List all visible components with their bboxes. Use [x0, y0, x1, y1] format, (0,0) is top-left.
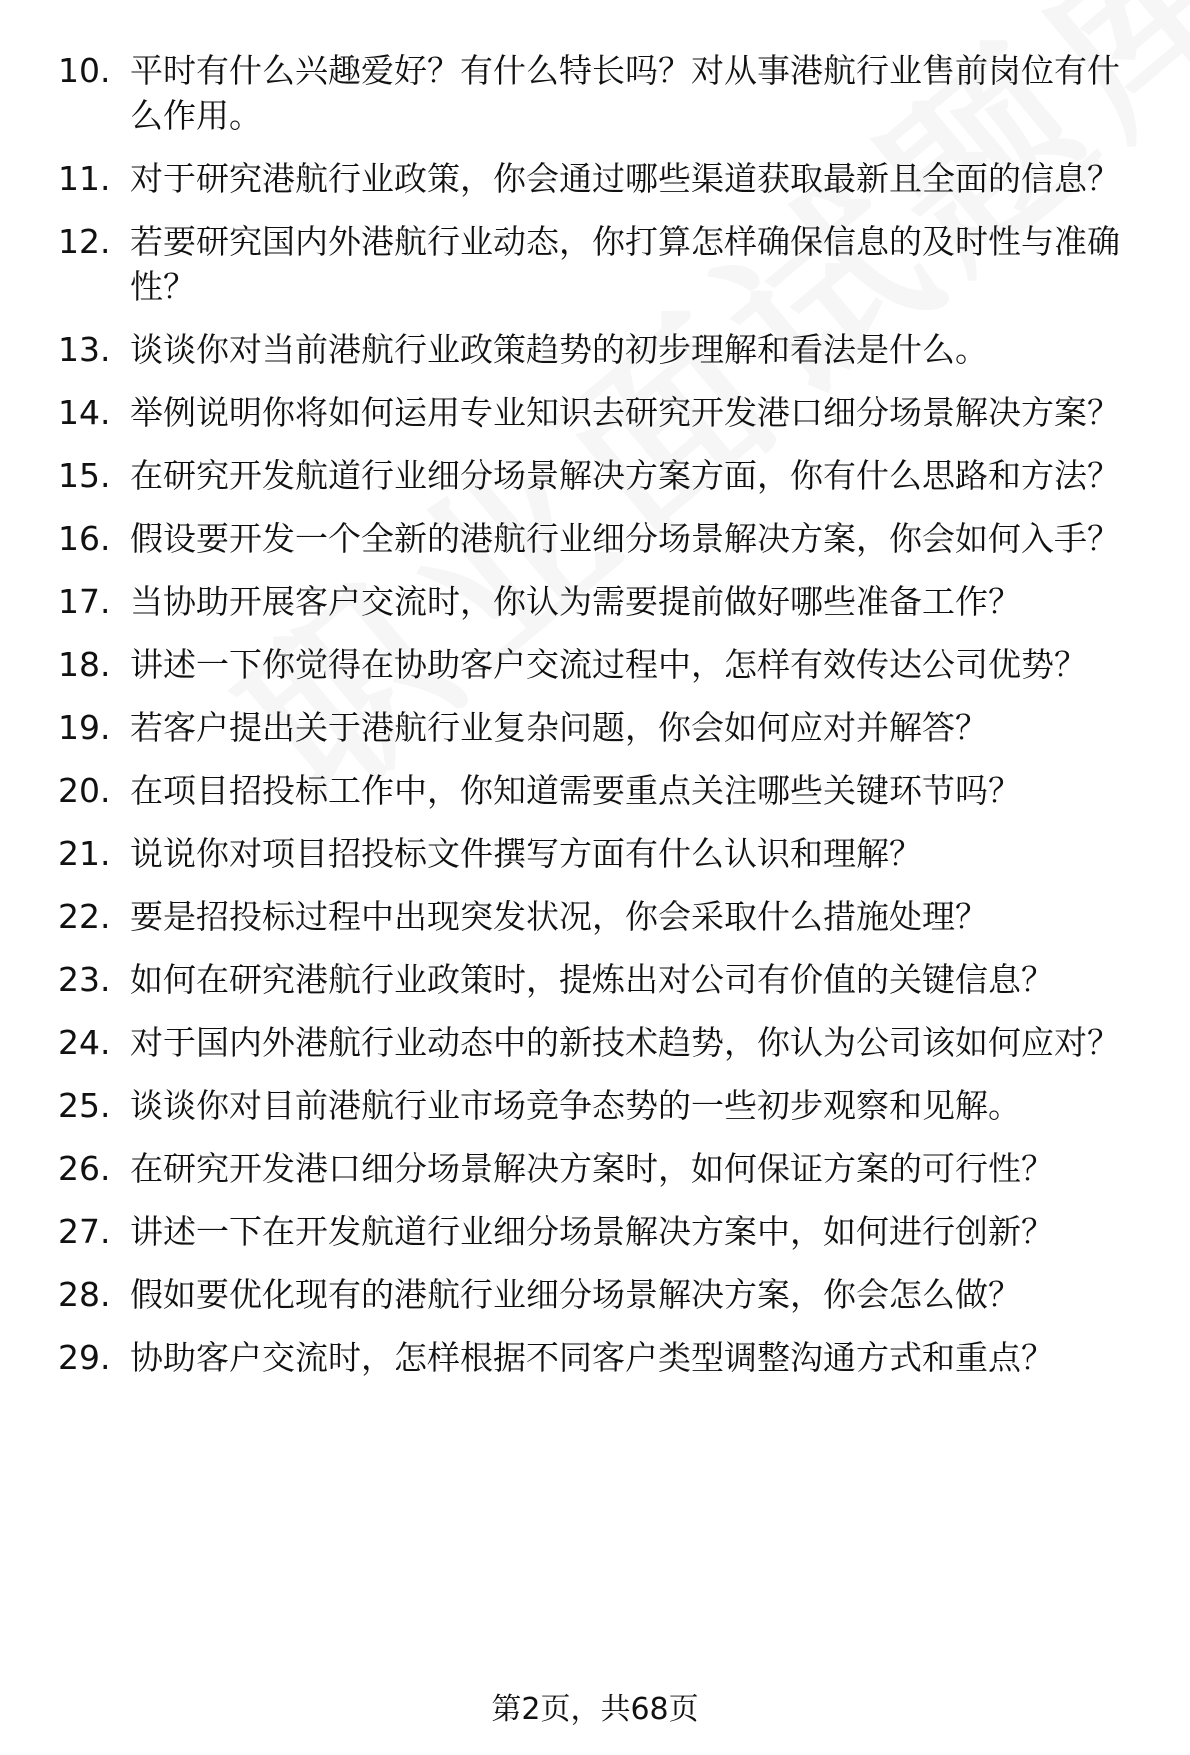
question-text: 若客户提出关于港航行业复杂问题，你会如何应对并解答？	[130, 708, 988, 747]
question-number: 28.	[58, 1275, 111, 1314]
question-number: 22.	[58, 897, 111, 936]
question-text: 要是招投标过程中出现突发状况，你会采取什么措施处理？	[130, 897, 988, 936]
question-number: 24.	[58, 1023, 111, 1062]
question-text: 讲述一下在开发航道行业细分场景解决方案中，如何进行创新？	[130, 1212, 1054, 1251]
question-text: 举例说明你将如何运用专业知识去研究开发港口细分场景解决方案？	[130, 393, 1120, 432]
question-item	[58, 1209, 1148, 1254]
question-number: 17.	[58, 582, 111, 621]
question-number: 18.	[58, 645, 111, 684]
question-number: 16.	[58, 519, 111, 558]
question-text: 对于研究港航行业政策，你会通过哪些渠道获取最新且全面的信息？	[130, 159, 1120, 198]
question-number: 20.	[58, 771, 111, 810]
question-item	[58, 831, 1148, 876]
question-number: 19.	[58, 708, 111, 747]
page-footer: 第2页，共68页	[491, 1692, 699, 1727]
question-list	[58, 48, 1148, 1398]
question-text: 在项目招投标工作中，你知道需要重点关注哪些关键环节吗？	[130, 771, 1021, 810]
question-number: 14.	[58, 393, 111, 432]
question-item	[58, 1272, 1148, 1317]
question-text: 若要研究国内外港航行业动态，你打算怎样确保信息的及时性与准确性？	[130, 222, 1120, 306]
question-item	[58, 1335, 1148, 1380]
question-item	[58, 1020, 1148, 1065]
question-item	[58, 579, 1148, 624]
question-number: 15.	[58, 456, 111, 495]
question-item	[58, 894, 1148, 939]
question-number: 26.	[58, 1149, 111, 1188]
question-item	[58, 1146, 1148, 1191]
question-text: 说说你对项目招投标文件撰写方面有什么认识和理解？	[130, 834, 922, 873]
question-number: 21.	[58, 834, 111, 873]
question-text: 谈谈你对当前港航行业政策趋势的初步理解和看法是什么。	[130, 330, 988, 369]
question-item	[58, 156, 1148, 201]
question-item	[58, 705, 1148, 750]
question-text: 在研究开发航道行业细分场景解决方案方面，你有什么思路和方法？	[130, 456, 1120, 495]
question-number: 11.	[58, 159, 111, 198]
question-text: 如何在研究港航行业政策时，提炼出对公司有价值的关键信息？	[130, 960, 1054, 999]
question-text: 假设要开发一个全新的港航行业细分场景解决方案，你会如何入手？	[130, 519, 1120, 558]
question-text: 对于国内外港航行业动态中的新技术趋势，你认为公司该如何应对？	[130, 1023, 1120, 1062]
question-item	[58, 390, 1148, 435]
question-item	[58, 327, 1148, 372]
question-item	[58, 1083, 1148, 1128]
question-text: 平时有什么兴趣爱好？有什么特长吗？对从事港航行业售前岗位有什么作用。	[130, 51, 1120, 135]
question-item	[58, 48, 1148, 138]
question-number: 23.	[58, 960, 111, 999]
question-item	[58, 516, 1148, 561]
question-text: 协助客户交流时，怎样根据不同客户类型调整沟通方式和重点？	[130, 1338, 1054, 1377]
question-number: 27.	[58, 1212, 111, 1251]
question-item	[58, 957, 1148, 1002]
question-item	[58, 453, 1148, 498]
question-number: 12.	[58, 222, 111, 261]
question-text: 在研究开发港口细分场景解决方案时，如何保证方案的可行性？	[130, 1149, 1054, 1188]
question-item	[58, 642, 1148, 687]
question-number: 25.	[58, 1086, 111, 1125]
question-number: 13.	[58, 330, 111, 369]
question-text: 讲述一下你觉得在协助客户交流过程中，怎样有效传达公司优势？	[130, 645, 1087, 684]
question-item	[58, 768, 1148, 813]
question-number: 29.	[58, 1338, 111, 1377]
question-number: 10.	[58, 51, 111, 90]
question-text: 当协助开展客户交流时，你认为需要提前做好哪些准备工作？	[130, 582, 1021, 621]
question-item	[58, 219, 1148, 309]
question-text: 假如要优化现有的港航行业细分场景解决方案，你会怎么做？	[130, 1275, 1021, 1314]
question-text: 谈谈你对目前港航行业市场竞争态势的一些初步观察和见解。	[130, 1086, 1021, 1125]
